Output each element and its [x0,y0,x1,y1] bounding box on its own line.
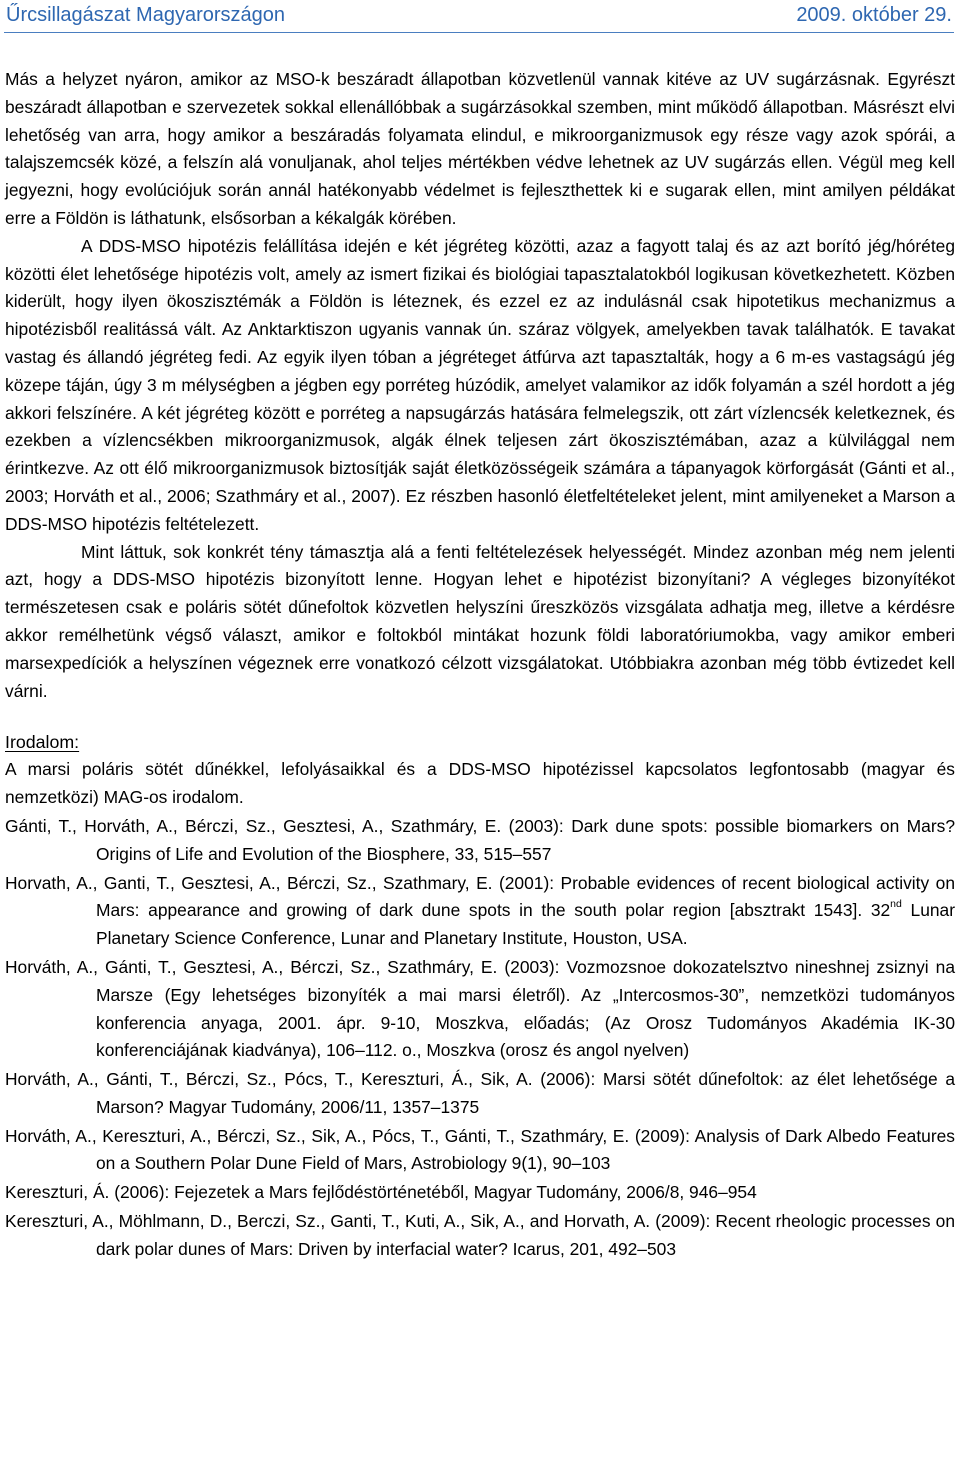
body-paragraph: Más a helyzet nyáron, amikor az MSO-k beszáradt állapotban közvetlenül vannak kitéve az UV sugárzásnak. Egyrészt beszáradt állapotban e szervezetek sokkal ellenállóbbak a sugárzásokkal szemben, mint működő állapotban. Másrészt elvi lehetőség van arra, hogy amikor a beszáradás folyamata elindul, e mikroorganizmusok egy része vagy azok spórái, a talajszemcsék közé, a felszín alá vonuljanak, ahol teljes mértékben védve lehetnek az UV sugárzás ellen. Végül meg kell jegyezni, hogy evolúciójuk során annál hatékonyabb védelmet is fejleszthettek ki e sugarak ellen, mint amilyen példákat erre a Földön is láthatunk, elsősorban a kékalgák körében. [5,69,955,228]
body-paragraph: Mint láttuk, sok konkrét tény támasztja alá a fenti feltételezések helyességét. Mindez azonban még nem jelenti azt, hogy a DDS-MSO hipotézis bizonyított lenne. Hogyan lehet e hipotézist bizonyítani? A végleges bizonyítékot természetesen csak e poláris sötét dűnefoltok közvetlen helyszíni űreszközös vizsgálata adhatja meg, illetve a kérdésre akkor remélhetünk végső választ, amikor e foltokból mintákat hozunk földi laboratóriumokba, vagy amikor emberi marsexpedíciók a helyszínen végeznek erre vonatkozó célzott vizsgálatokat. Utóbbiakra azonban még több évtizedet kell várni. [5,541,955,701]
reference-item [5,870,955,953]
references-heading: Irodalom: [5,732,80,753]
reference-item: Gánti, T., Horváth, A., Bérczi, Sz., Gesztesi, A., Szathmáry, E. (2003): Dark dune spots: possible biomarkers on Mars? Origins of Life and Evolution of the Biosphere, 33, 515–557 [5,815,955,864]
body-paragraph: A DDS-MSO hipotézis felállítása idején e két jégréteg közötti, azaz a fagyott talaj és az azt borító jég/hóréteg közötti élet lehetősége hipotézis volt, amely az ismert fizikai és biológiai tapasztalatokból logikusan következhetett. Közben kiderült, hogy ilyen ökoszisztémák a Földön is léteznek, és ezzel ez az indulásnál csak hipotetikus mechanizmus a hipotézisből realitássá vált. Az Anktarktiszon ugyanis vannak ún. száraz völgyek, amelyekben tavak találhatók. E tavakat vastag és állandó jégréteg fedi. Az egyik ilyen tóban a jégréteget átfúrva azt tapasztalták, hogy a 6 m-es vastagságú jég közepe táján, úgy 3 m mélységben a jégben egy porréteg húzódik, amelyet valamikor az idők folyamán a szél hordott a jég akkori felszínére. A két jégréteg között e porréteg a napsugárzás hatására felmelegszik, ott zárt vízlencsék keletkeznek, és ezekben a vízlencsékben mikroorganizmusok, algák élnek teljesen zárt ökoszisztémában, azaz a külvilággal nem érintkezve. Az ott élő mikroorganizmusok biztosítják saját életközösségeik számára a tápanyagok körforgását (Gánti et al., 2003; Horváth et al., 2006; Szathmáry et al., 2007). Ez részben hasonló életfeltételeket jelent, mint amilyeneket a Marson a DDS-MSO hipotézis feltételezett. [5,235,955,534]
reference-item: Kereszturi, Á. (2006): Fejezetek a Mars fejlődéstörténetéből, Magyar Tudomány, 2006/8, 946–954 [5,1182,757,1203]
reference-item: Horváth, A., Kereszturi, A., Bérczi, Sz., Sik, A., Pócs, T., Gánti, T., Szathmáry, E. (2009): Analysis of Dark Albedo Features on a Southern Polar Dune Field of Mars, Astrobiology 9(1), 90–103 [5,1125,955,1174]
header-date: 2009. október 29. [796,4,952,26]
page-header [6,2,952,32]
reference-item: Horváth, A., Gánti, T., Bérczi, Sz., Pócs, T., Kereszturi, Á., Sik, A. (2006): Marsi sötét dűnefoltok: az élet lehetősége a Marson? Magyar Tudomány, 2006/11, 1357–1375 [5,1069,955,1117]
references-intro: A marsi poláris sötét dűnékkel, lefolyásaikkal és a DDS-MSO hipotézissel kapcsolatos legfontosabb (magyar és nemzetközi) MAG-os irodalom. [5,759,955,808]
ordinal-superscript: nd [890,898,902,911]
section-gap [5,705,955,728]
document-body [5,66,955,1265]
reference-text: Horvath, A., Ganti, T., Gesztesi, A., Bérczi, Sz., Szathmary, E. (2001): Probable evidences of recent biological activity on Mars: appearance and growing of dark dune spots in the south polar region [absztrakt 1543]. 32 [5,872,955,921]
reference-item: Horváth, A., Gánti, T., Gesztesi, A., Bérczi, Sz., Szathmáry, E. (2003): Vozmozsnoe dokozatelsztvo nineshnej zsiznyi na Marsze (Egy lehetséges bizonyíték a mai marsi életről). Az „Intercosmos-30”, nemzetközi tudományos konferencia anyaga, 2001. ápr. 9-10, Moszkva, előadás; (Az Orosz Tudományos Akadémia IK-30 konferenciájának kiadványa), 106–112. o., Moszkva (orosz és angol nyelven) [5,956,955,1061]
header-divider [4,32,954,33]
reference-item: Kereszturi, A., Möhlmann, D., Berczi, Sz., Ganti, T., Kuti, A., Sik, A., and Horvath, A. (2009): Recent rheologic processes on dark polar dunes of Mars: Driven by interfacial water? Icarus, 201, 492–503 [5,1211,955,1259]
reference-text-tail: Lunar Planetary Science Conference, Lunar and Planetary Institute, Houston, USA. [96,900,956,949]
site-title: Űrcsillagászat Magyarországon [6,4,286,26]
